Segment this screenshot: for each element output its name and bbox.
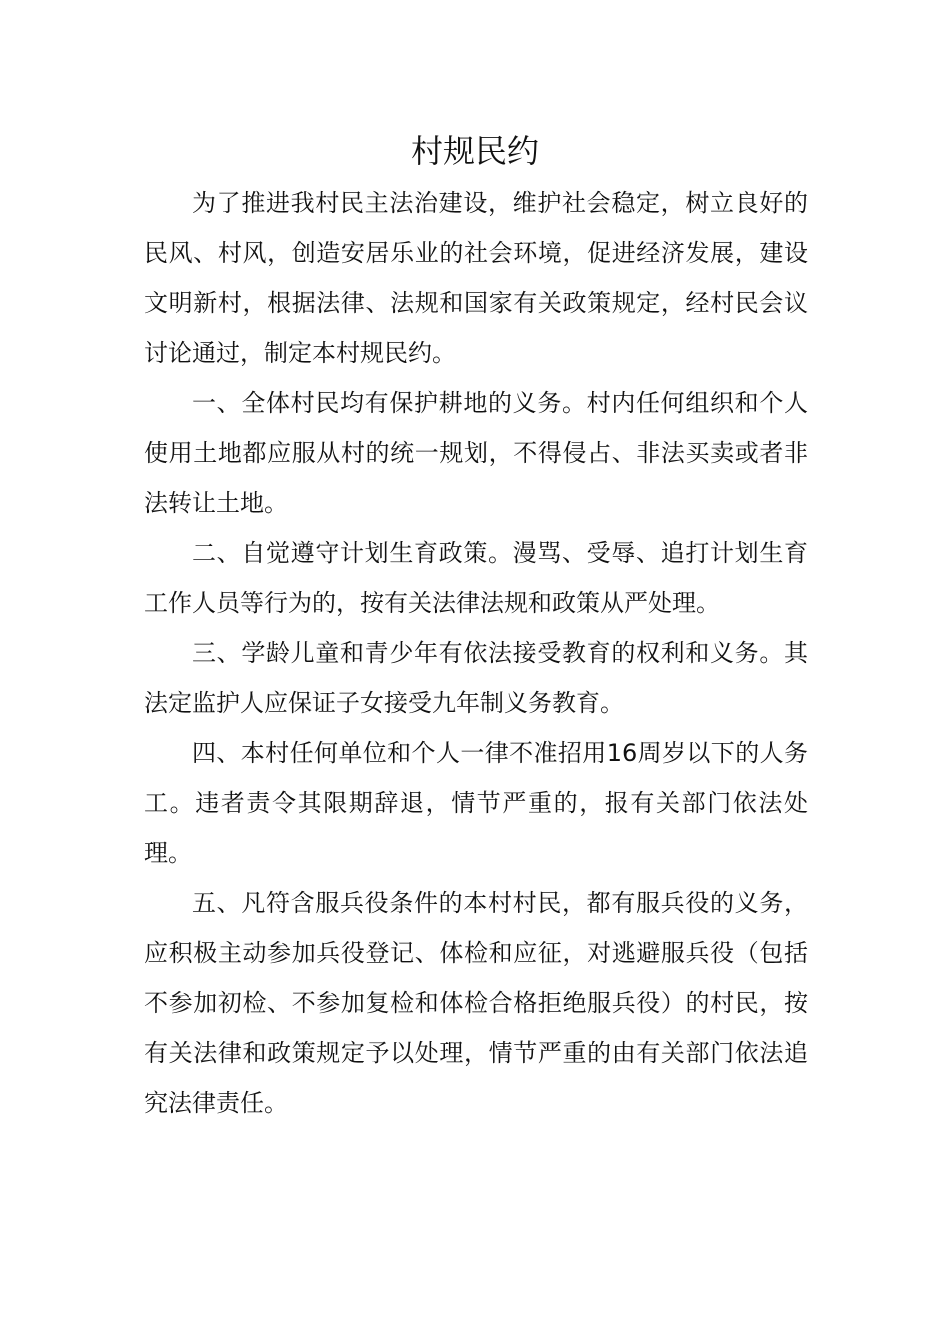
article-4-paragraph: 四、本村任何单位和个人一律不准招用16周岁以下的人务工。违者责令其限期辞退，情节严重的，报有关部门依法处理。	[144, 739, 808, 867]
article-2-paragraph: 二、自觉遵守计划生育政策。漫骂、受辱、追打计划生育工作人员等行为的，按有关法律法规和政策从严处理。	[144, 539, 808, 617]
preamble-paragraph: 为了推进我村民主法治建设，维护社会稳定，树立良好的民风、村风，创造安居乐业的社会环境，促进经济发展，建设文明新村，根据法律、法规和国家有关政策规定，经村民会议讨论通过，制定本村规民约。	[144, 189, 808, 367]
article-1-paragraph: 一、全体村民均有保护耕地的义务。村内任何组织和个人使用土地都应服从村的统一规划，不得侵占、非法买卖或者非法转让土地。	[144, 389, 808, 517]
document-body	[144, 178, 808, 1128]
article-3-paragraph: 三、学龄儿童和青少年有依法接受教育的权利和义务。其法定监护人应保证子女接受九年制义务教育。	[144, 639, 808, 717]
article-5-paragraph: 五、凡符含服兵役条件的本村村民，都有服兵役的义务，应积极主动参加兵役登记、体检和应征，对逃避服兵役（包括不参加初检、不参加复检和体检合格拒绝服兵役）的村民，按有关法律和政策规定予以处理，情节严重的由有关部门依法追究法律责任。	[144, 889, 808, 1117]
document-title: 村规民约	[410, 132, 539, 170]
